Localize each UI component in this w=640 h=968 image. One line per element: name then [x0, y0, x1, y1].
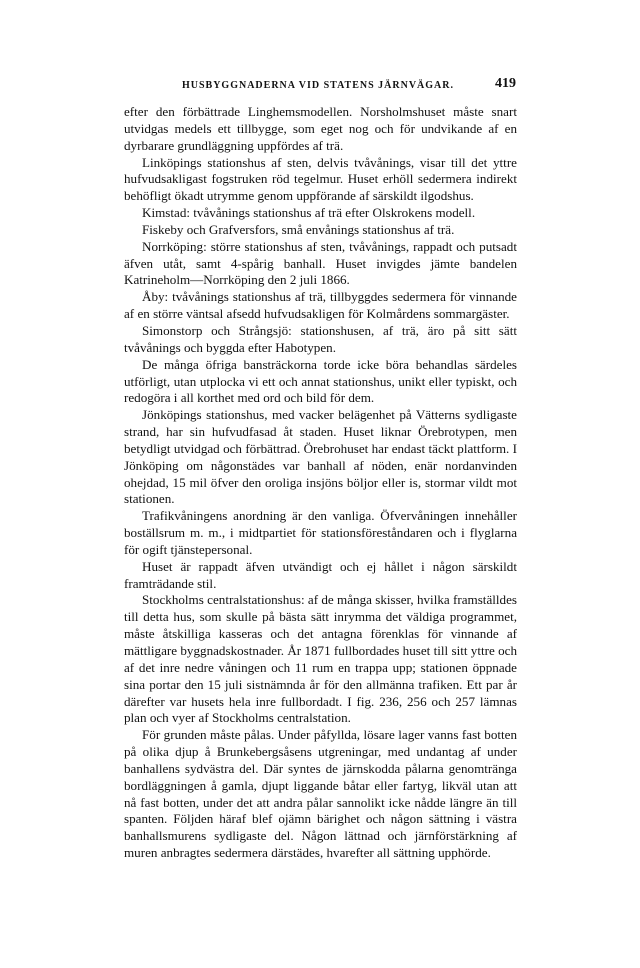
paragraph: Stockholms centralstationshus: af de många skisser, hvilka framställdes till detta hus, som skulle på bästa sätt inrymma det väldiga programmet, måste åtskilliga kasseras och det antagna förenklas för vinnande af mättligare byggnadskostnader. År 1871 fullbordades huset till sitt yttre och af det inre nedre våningen och 11 rum en trappa upp; stationen öppnade sina portar den 15 juli sistnämnda år för den allmänna trafiken. Ett par år därefter var husets hela inre fullbordadt. I fig. 236, 256 och 257 lämnas plan och vyer af Stockholms centralstation.	[124, 592, 517, 726]
paragraph: Åby: tvåvånings stationshus af trä, tillbyggdes sedermera för vinnande af en större väntsal afsedd hufvudsakligen för Kolmårdens sommargäster.	[124, 289, 517, 322]
running-title: HUSBYGGNADERNA VID STATENS JÄRNVÄGAR.	[181, 80, 455, 91]
paragraph: Kimstad: tvåvånings stationshus af trä efter Olskrokens modell.	[142, 205, 476, 221]
body-text	[124, 104, 517, 862]
page-number: 419	[495, 76, 516, 91]
paragraph: Huset är rappadt äfven utvändigt och ej hållet i någon särskildt framträdande stil.	[124, 558, 517, 591]
paragraph: Trafikvåningens anordning är den vanliga. Öfvervåningen innehåller boställsrum m. m., i midtpartiet för stationsföreståndaren och i flyglarna för ogift tjänstepersonal.	[124, 508, 517, 557]
paragraph: efter den förbättrade Linghemsmodellen. Norsholmshuset måste snart utvidgas medels ett tillbygge, som eget nog och för undvikande af en dyrbarare grundläggning uppfördes af trä.	[124, 104, 517, 153]
paragraph: För grunden måste pålas. Under påfyllda, lösare lager vanns fast botten på olika djup å Brunkebergsåsens utgreningar, med undantag af under banhallens sydvästra del. Där syntes de järnskodda pålarna genomtränga bordläggningen å gamla, djupt liggande båtar eller fartyg, likväl utan att nå fast botten, under det att andra pålar sannolikt icke nådde längre än till spanten. Följden häraf blef ojämn bärighet och någon sättning i västra banhallsmurens sydligaste del. Någon lättnad och järnförstärkning af muren anbragtes sedermera därstädes, hvarefter all sättning upphörde.	[124, 727, 517, 861]
paragraph: De många öfriga bansträckorna torde icke böra behandlas särdeles utförligt, utan utplocka vi ett och annat stationshus, unikt eller typiskt, och redogöra i all korthet med ord och bild för dem.	[124, 356, 517, 406]
paragraph: Simonstorp och Strångsjö: stationshusen, af trä, äro på sitt sätt tvåvånings och byggda efter Habotypen.	[124, 322, 517, 355]
paragraph: Jönköpings stationshus, med vacker belägenhet på Vätterns sydligaste strand, har sin hufvudfasad åt staden. Huset liknar Örebrotypen, men betydligt utvidgad och förbättrad. Örebrohuset har endast täckt plattform. I Jönköping om någonstädes var banhall af nöden, enär nordanvinden ohejdad, 15 mil öfver den oroliga insjöns böljor eller is, stormar vildt mot stationen.	[124, 407, 517, 507]
paragraph: Linköpings stationshus af sten, delvis tvåvånings, visar till det yttre hufvudsakligast fogstruken röd tegelmur. Huset erhöll sedermera indirekt behöfligt ökadt utrymme genom uppförande af särskildt ilgodshus.	[124, 154, 517, 204]
paragraph: Norrköping: större stationshus af sten, tvåvånings, rappadt och putsadt äfven utåt, samt 4-spårig banhall. Huset invigdes jämte bandelen Katrineholm—Norrköping den 2 juli 1866.	[124, 238, 517, 288]
paragraph: Fiskeby och Grafversfors, små envånings stationshus af trä.	[142, 221, 455, 237]
